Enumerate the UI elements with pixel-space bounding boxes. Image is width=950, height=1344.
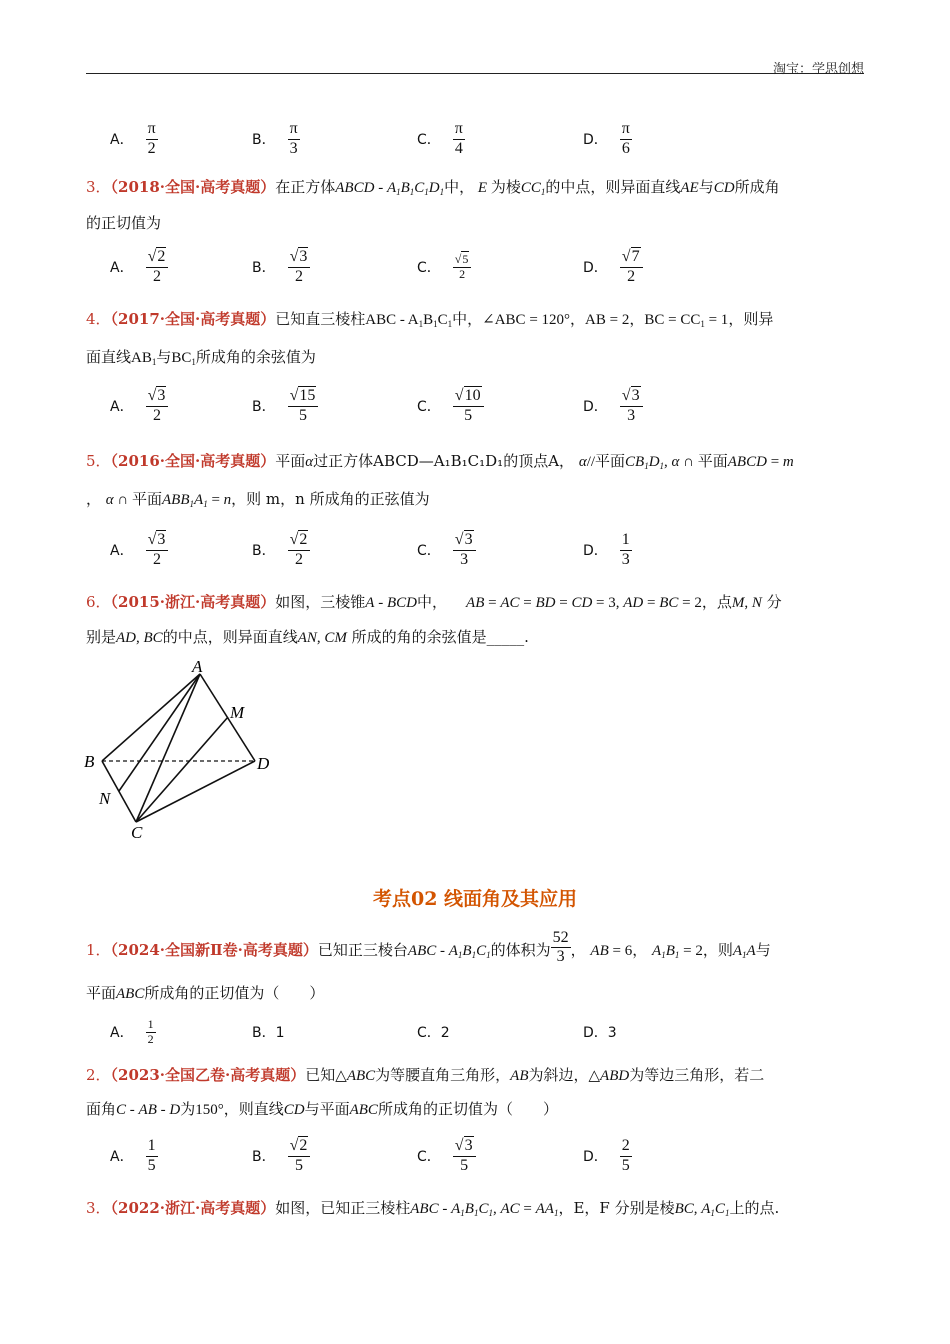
label-c: C bbox=[131, 823, 143, 842]
q3-line2: 的正切值为 bbox=[86, 214, 162, 232]
s2q1-line2: 平面ABC所成角的正切值为（ ） bbox=[86, 984, 325, 1002]
option-c: C． $\frac{\pi}{4}$ bbox=[417, 120, 463, 157]
q5-line2: ， α ∩ 平面$ABB_1A_1 = n$，则 m，n 所成角的正弦值为 bbox=[86, 490, 430, 509]
s2q3-line1: 3．（2022·浙江·高考真题）如图，已知正三棱柱ABC - $A_1B_1C_1$, AC = $AA_1$，E，F 分别是棱BC, $A_1C_1$上的点. bbox=[86, 1199, 780, 1218]
q3-line1: 3．（2018·全国·高考真题）在正方体ABCD - $A_1B_1C_1D_1$中， E 为棱$CC_1$的中点，则异面直线AE与CD所成角 bbox=[86, 178, 780, 197]
q4-options: A． √ $\frac{3}{2}$ B． √ $\frac{15}{5}$ C． √ $\frac{10}{5}$ D． √ $\frac{3}{3}$ bbox=[110, 383, 810, 429]
label-m: M bbox=[230, 703, 245, 722]
segment-an bbox=[119, 674, 200, 791]
q5-options: A． √ $\frac{3}{2}$ B． √ $\frac{2}{2}$ C． √ $\frac{3}{3}$ D． $\frac{1}{3}$ bbox=[110, 527, 810, 573]
q4-line1: 4．（2017·全国·高考真题）已知直三棱柱ABC - $A_1B_1C_1$中，∠ABC = 120°，AB = 2，BC = $CC_1 = 1$，则异 bbox=[86, 310, 774, 329]
option-a: A． $\frac{\pi}{2}$ bbox=[110, 120, 156, 157]
edge-ab bbox=[102, 674, 200, 761]
label-a: A bbox=[192, 657, 203, 676]
s2q2-line1: 2．（2023·全国乙卷·高考真题）已知△ABC为等腰直角三角形，AB为斜边，△ABD为等边三角形，若二 bbox=[86, 1066, 765, 1084]
header-rule bbox=[86, 73, 864, 74]
q4-line2: 面直线$AB_1$与$BC_1$所成角的余弦值为 bbox=[86, 348, 316, 367]
s2q2-line2: 面角C - AB - D为150°，则直线CD与平面ABC所成角的正切值为（ ） bbox=[86, 1100, 558, 1118]
label-d: D bbox=[257, 754, 270, 773]
q6-line2: 别是AD, BC的中点，则异面直线AN, CM 所成的角的余弦值是_____. bbox=[86, 628, 529, 646]
s2q2-options: A． $\frac{1}{5}$ B． √ $\frac{2}{5}$ C． √ $\frac{3}{5}$ D． $\frac{2}{5}$ bbox=[110, 1133, 810, 1179]
option-d: D． $\frac{\pi}{6}$ bbox=[583, 120, 630, 157]
q2-options bbox=[110, 116, 810, 162]
s2q1-line1: 1．（2024·全国新Ⅱ卷·高考真题）已知正三棱台ABC - $A_1B_1C_1$的体积为 $\frac{52}{3}$ ， AB = 6， $A_1B_1 = 2$，则$A_1A$与 bbox=[86, 929, 771, 966]
q3-options: A． √ $\frac{2}{2}$ B． √ $\frac{3}{2}$ C． √ $\frac{5}{2}$ D． √ $\frac{7}{2}$ bbox=[110, 244, 810, 290]
section-title: 考点02 线面角及其应用 bbox=[372, 888, 578, 910]
tetrahedron-figure bbox=[80, 655, 280, 845]
s2q1-options: A． $\frac{1}{2}$ B．1 C．2 D．3 bbox=[110, 1016, 617, 1046]
edge-cd bbox=[136, 761, 255, 822]
q6-line1: 6．（2015·浙江·高考真题）如图，三棱锥A - BCD中， AB = AC = BD = CD = 3, AD = BC = 2，点M, N 分 bbox=[86, 593, 782, 611]
q5-line1: 5．（2016·全国·高考真题）平面α过正方体ABCD—A₁B₁C₁D₁的顶点A， α//平面$CB_1D_1$, α ∩ 平面ABCD = m bbox=[86, 452, 794, 471]
label-n: N bbox=[99, 789, 111, 808]
segment-cm bbox=[136, 717, 228, 822]
option-b: B． $\frac{\pi}{3}$ bbox=[252, 120, 298, 157]
label-b: B bbox=[84, 752, 95, 771]
fraction: $\frac{\pi}{2}$ bbox=[147, 120, 156, 157]
header-text: 淘宝：学思创想 bbox=[772, 62, 864, 77]
edge-ac bbox=[136, 674, 200, 822]
